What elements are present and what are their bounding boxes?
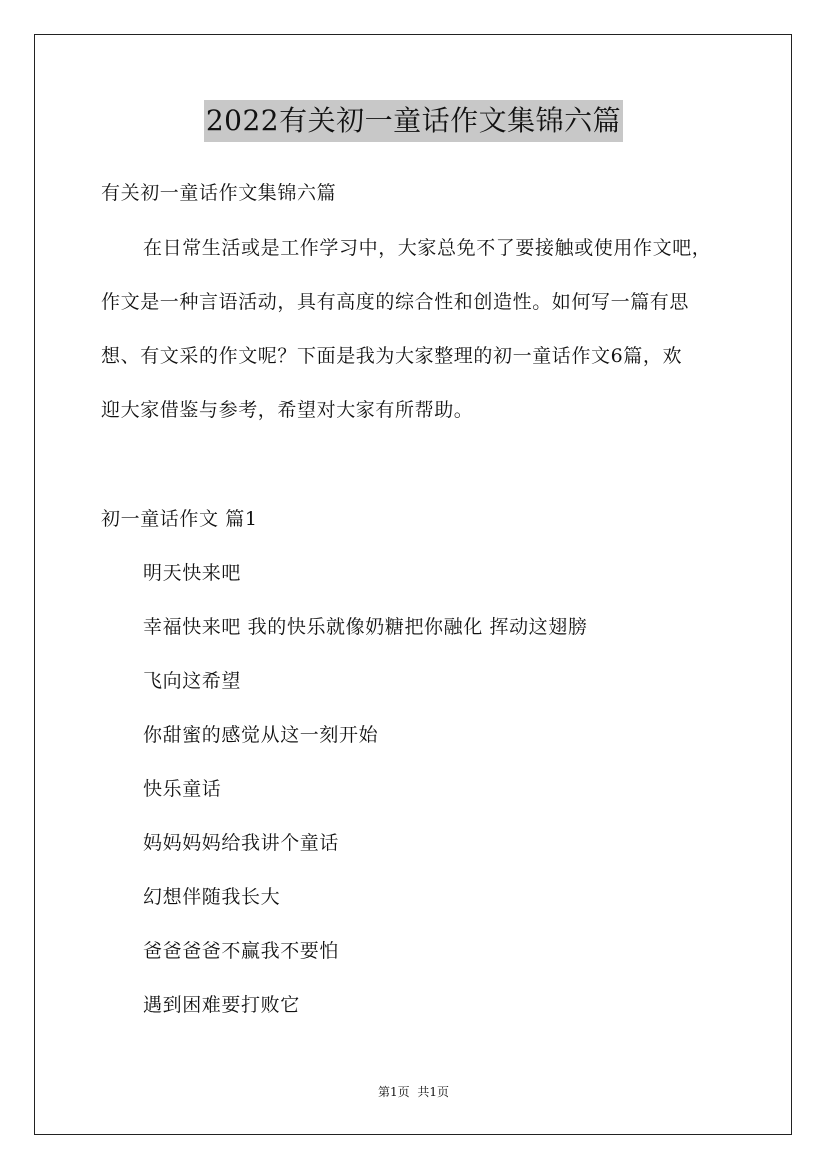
page-footer	[0, 1084, 827, 1100]
poem-line: 遇到困难要打败它	[143, 994, 300, 1016]
poem-line: 幸福快来吧 我的快乐就像奶糖把你融化 挥动这翅膀	[143, 616, 588, 638]
poem-line: 你甜蜜的感觉从这一刻开始	[143, 724, 379, 746]
poem-line: 幻想伴随我长大	[143, 886, 281, 908]
poem-line: 妈妈妈妈给我讲个童话	[143, 832, 340, 854]
poem-line: 明天快来吧	[143, 562, 242, 584]
section-heading: 初一童话作文 篇1	[101, 508, 258, 530]
poem-line: 快乐童话	[143, 778, 222, 800]
page-number: 第1页	[377, 1085, 410, 1099]
poem-line: 爸爸爸爸不赢我不要怕	[143, 940, 340, 962]
page-total: 共1页	[417, 1085, 450, 1099]
intro-line: 想、有文采的作文呢？下面是我为大家整理的初一童话作文6篇，欢	[101, 345, 683, 367]
document-subtitle: 有关初一童话作文集锦六篇	[101, 182, 337, 204]
document-title-wrap	[0, 100, 827, 142]
poem-line: 飞向这希望	[143, 670, 242, 692]
intro-line: 在日常生活或是工作学习中，大家总免不了要接触或使用作文吧，	[143, 237, 712, 259]
intro-line: 作文是一种言语活动，具有高度的综合性和创造性。如何写一篇有思	[101, 291, 690, 313]
intro-line: 迎大家借鉴与参考，希望对大家有所帮助。	[101, 399, 474, 421]
document-title: 2022有关初一童话作文集锦六篇	[204, 100, 623, 142]
